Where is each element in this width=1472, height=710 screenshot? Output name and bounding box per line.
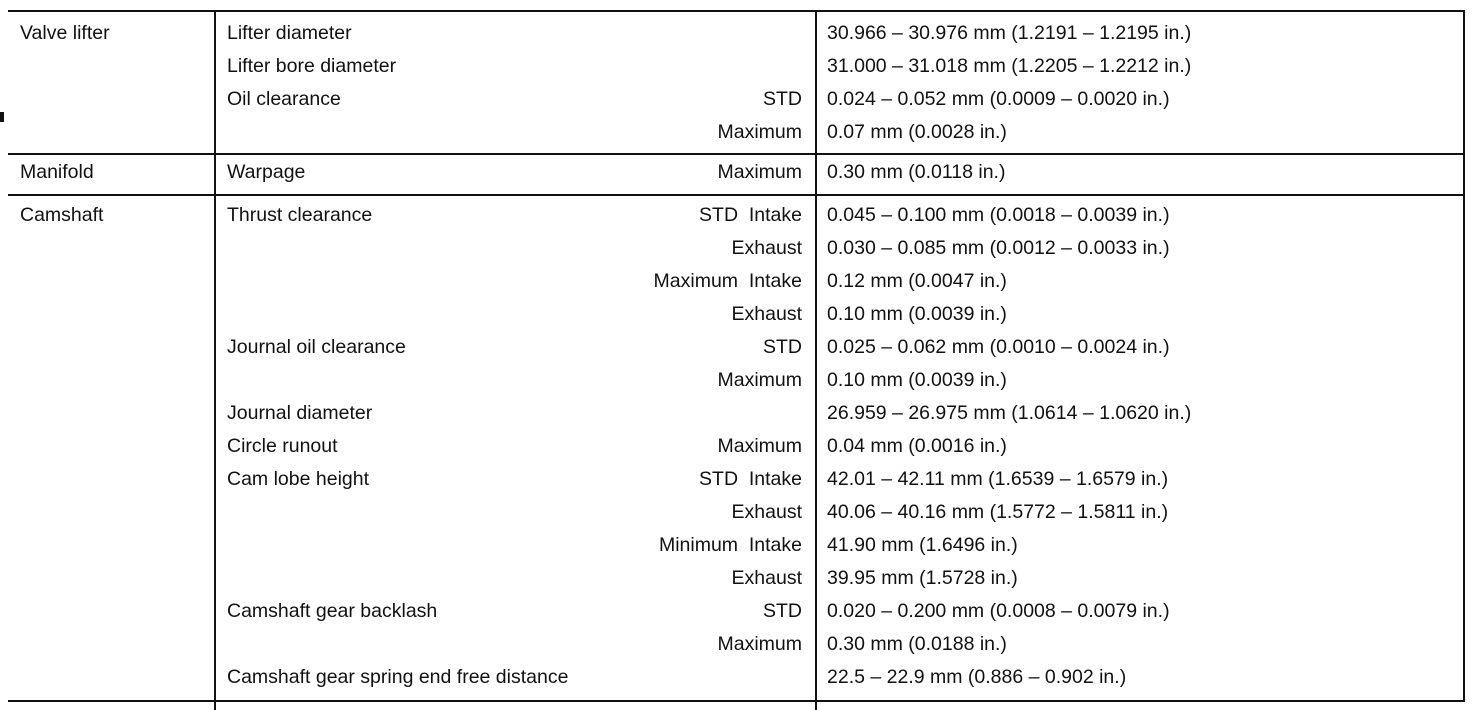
spec-value: 42.01 – 42.11 mm (1.6539 – 1.6579 in.) [827, 468, 1169, 490]
spec-condition: Maximum [717, 121, 802, 143]
spec-item-label: Oil clearance [227, 88, 341, 110]
spec-condition: STD [763, 600, 802, 622]
spec-value: 0.10 mm (0.0039 in.) [827, 303, 1007, 325]
spec-value: 40.06 – 40.16 mm (1.5772 – 1.5811 in.) [827, 501, 1169, 523]
component-label: Valve lifter [20, 22, 110, 44]
spec-value: 22.5 – 22.9 mm (0.886 – 0.902 in.) [827, 666, 1127, 688]
spec-value: 0.30 mm (0.0188 in.) [827, 633, 1007, 655]
spec-condition: Maximum [717, 369, 802, 391]
spec-condition: Maximum [717, 435, 802, 457]
row-separator [8, 700, 1465, 702]
component-label: Manifold [20, 161, 94, 183]
spec-condition: Exhaust [731, 567, 802, 589]
spec-value: 0.025 – 0.062 mm (0.0010 – 0.0024 in.) [827, 336, 1170, 358]
spec-item-label: Journal oil clearance [227, 336, 406, 358]
spec-value: 31.000 – 31.018 mm (1.2205 – 1.2212 in.) [827, 55, 1192, 77]
spec-item-label: Warpage [227, 161, 306, 183]
spec-item-label: Cam lobe height [227, 468, 370, 490]
spec-item-label: Lifter diameter [227, 22, 352, 44]
spec-condition: Maximum [717, 161, 802, 183]
spec-value: 30.966 – 30.976 mm (1.2191 – 1.2195 in.) [827, 22, 1192, 44]
column-divider [214, 10, 216, 710]
spec-condition: Exhaust [731, 303, 802, 325]
spec-condition: STD Intake [699, 204, 802, 226]
table-top-border [8, 10, 1465, 12]
component-label: Camshaft [20, 204, 104, 226]
spec-condition: STD [763, 88, 802, 110]
spec-value: 0.12 mm (0.0047 in.) [827, 270, 1007, 292]
spec-value: 0.020 – 0.200 mm (0.0008 – 0.0079 in.) [827, 600, 1170, 622]
spec-condition: STD [763, 336, 802, 358]
spec-item-label: Camshaft gear backlash [227, 600, 438, 622]
spec-condition: Exhaust [731, 237, 802, 259]
spec-condition: Maximum Intake [653, 270, 802, 292]
spec-condition: Exhaust [731, 501, 802, 523]
spec-value: 0.10 mm (0.0039 in.) [827, 369, 1007, 391]
spec-condition: Maximum [717, 633, 802, 655]
spec-value: 0.045 – 0.100 mm (0.0018 – 0.0039 in.) [827, 204, 1170, 226]
spec-item-label: Lifter bore diameter [227, 55, 397, 77]
spec-item-label: Thrust clearance [227, 204, 373, 226]
margin-mark [0, 112, 4, 122]
spec-value: 0.024 – 0.052 mm (0.0009 – 0.0020 in.) [827, 88, 1170, 110]
spec-value: 26.959 – 26.975 mm (1.0614 – 1.0620 in.) [827, 402, 1192, 424]
spec-value: 0.07 mm (0.0028 in.) [827, 121, 1007, 143]
spec-value: 0.30 mm (0.0118 in.) [827, 161, 1006, 183]
row-separator [8, 153, 1465, 155]
spec-item-label: Journal diameter [227, 402, 373, 424]
spec-condition: STD Intake [699, 468, 802, 490]
spec-item-label: Circle runout [227, 435, 338, 457]
spec-condition: Minimum Intake [658, 534, 802, 556]
spec-value: 41.90 mm (1.6496 in.) [827, 534, 1018, 556]
spec-item-label: Camshaft gear spring end free distance [227, 666, 569, 688]
spec-value: 0.04 mm (0.0016 in.) [827, 435, 1007, 457]
table-right-border [1463, 10, 1465, 702]
spec-value: 39.95 mm (1.5728 in.) [827, 567, 1018, 589]
column-divider [815, 10, 817, 710]
row-separator [8, 194, 1465, 196]
spec-value: 0.030 – 0.085 mm (0.0012 – 0.0033 in.) [827, 237, 1170, 259]
